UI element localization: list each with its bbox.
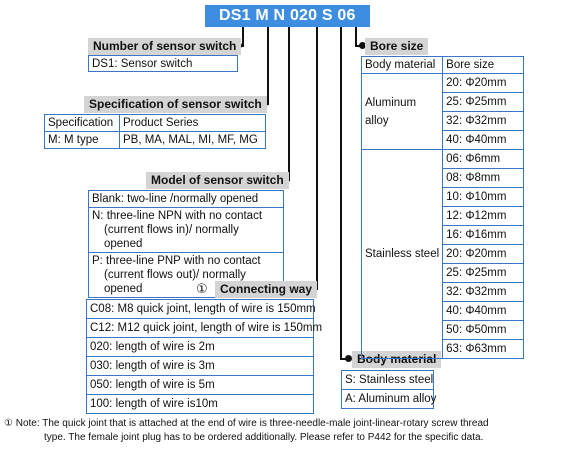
spec-cell-series: PB, MA, MAL, MI, MF, MG <box>120 132 266 149</box>
spec-table <box>44 114 266 149</box>
bore-size-cell: 63: Φ63mm <box>443 340 524 359</box>
connecting-row: 030: length of wire is 3m <box>87 357 313 376</box>
connecting-box <box>86 299 323 414</box>
connecting-row: 100: length of wire is10m <box>90 398 218 410</box>
connecting-note-marker: ① <box>196 281 208 296</box>
spec-header-product-series: Product Series <box>120 115 266 132</box>
bore-size-section-title: Bore size <box>365 38 428 55</box>
connecting-row: 050: length of wire is 5m <box>87 376 313 395</box>
model-row-pnp: P: three-line PNP with no contact <box>92 255 261 267</box>
bore-size-cell: 32: Φ32mm <box>443 283 524 302</box>
model-section-title: Model of sensor switch <box>146 172 289 189</box>
number-section-title: Number of sensor switch <box>88 38 241 55</box>
connecting-row: C12: M12 quick joint, length of wire is 150mm <box>87 319 313 338</box>
body-material-box <box>341 370 437 409</box>
bore-size-cell: 06: Φ6mm <box>443 150 524 169</box>
bore-size-cell: 10: Φ10mm <box>443 188 524 207</box>
bore-size-table <box>361 56 524 359</box>
bore-size-cell: 12: Φ12mm <box>443 207 524 226</box>
connecting-row: C08: M8 quick joint, length of wire is 150mm <box>87 300 313 319</box>
bore-material-stainless: Stainless steel <box>362 150 443 359</box>
spec-header-specification: Specification <box>45 115 120 132</box>
bore-size-cell: 16: Φ16mm <box>443 226 524 245</box>
bore-material-aluminum: Aluminum alloy <box>362 74 443 150</box>
bore-size-cell: 25: Φ25mm <box>443 93 524 112</box>
body-material-row: A: Aluminum alloy <box>345 393 437 405</box>
body-material-section-title: Body material <box>352 351 441 368</box>
model-row-pnp-detail: (current flows out)/ normally opened <box>104 269 246 295</box>
model-row-blank: Blank: two-line /normally opened <box>89 191 283 208</box>
bore-size-cell: 25: Φ25mm <box>443 264 524 283</box>
bore-header-body-material: Body material <box>362 57 443 74</box>
bore-size-cell: 32: Φ32mm <box>443 112 524 131</box>
connecting-section-title: Connecting way <box>215 281 317 298</box>
footnote-line-1: ① Note: The quick joint that is attached at the end of wire is three-needle-male joint-linear-rotary screw thread <box>4 418 489 429</box>
number-box <box>88 55 238 72</box>
bore-size-cell: 08: Φ8mm <box>443 169 524 188</box>
model-code: DS1 M N 020 S 06 <box>205 5 370 27</box>
spec-cell-type: M: M type <box>45 132 120 149</box>
body-material-dot <box>345 355 352 362</box>
spec-section-title: Specification of sensor switch <box>84 96 267 113</box>
body-material-row: S: Stainless steel <box>342 371 433 390</box>
number-row: DS1: Sensor switch <box>92 58 193 70</box>
model-row-npn-detail: (current flows in)/ normally opened <box>104 224 239 250</box>
footnote-line-2: type. The female joint plug has to be ordered additionally. Please refer to P442 for the specific data. <box>44 432 484 443</box>
bore-size-cell: 20: Φ20mm <box>443 74 524 93</box>
bore-header-bore-size: Bore size <box>443 57 524 74</box>
bore-size-cell: 50: Φ50mm <box>443 321 524 340</box>
bore-size-cell: 20: Φ20mm <box>443 245 524 264</box>
bore-size-cell: 40: Φ40mm <box>443 302 524 321</box>
connecting-row: 020: length of wire is 2m <box>87 338 313 357</box>
bore-size-cell: 40: Φ40mm <box>443 131 524 150</box>
model-row-npn: N: three-line NPN with no contact <box>92 210 263 222</box>
